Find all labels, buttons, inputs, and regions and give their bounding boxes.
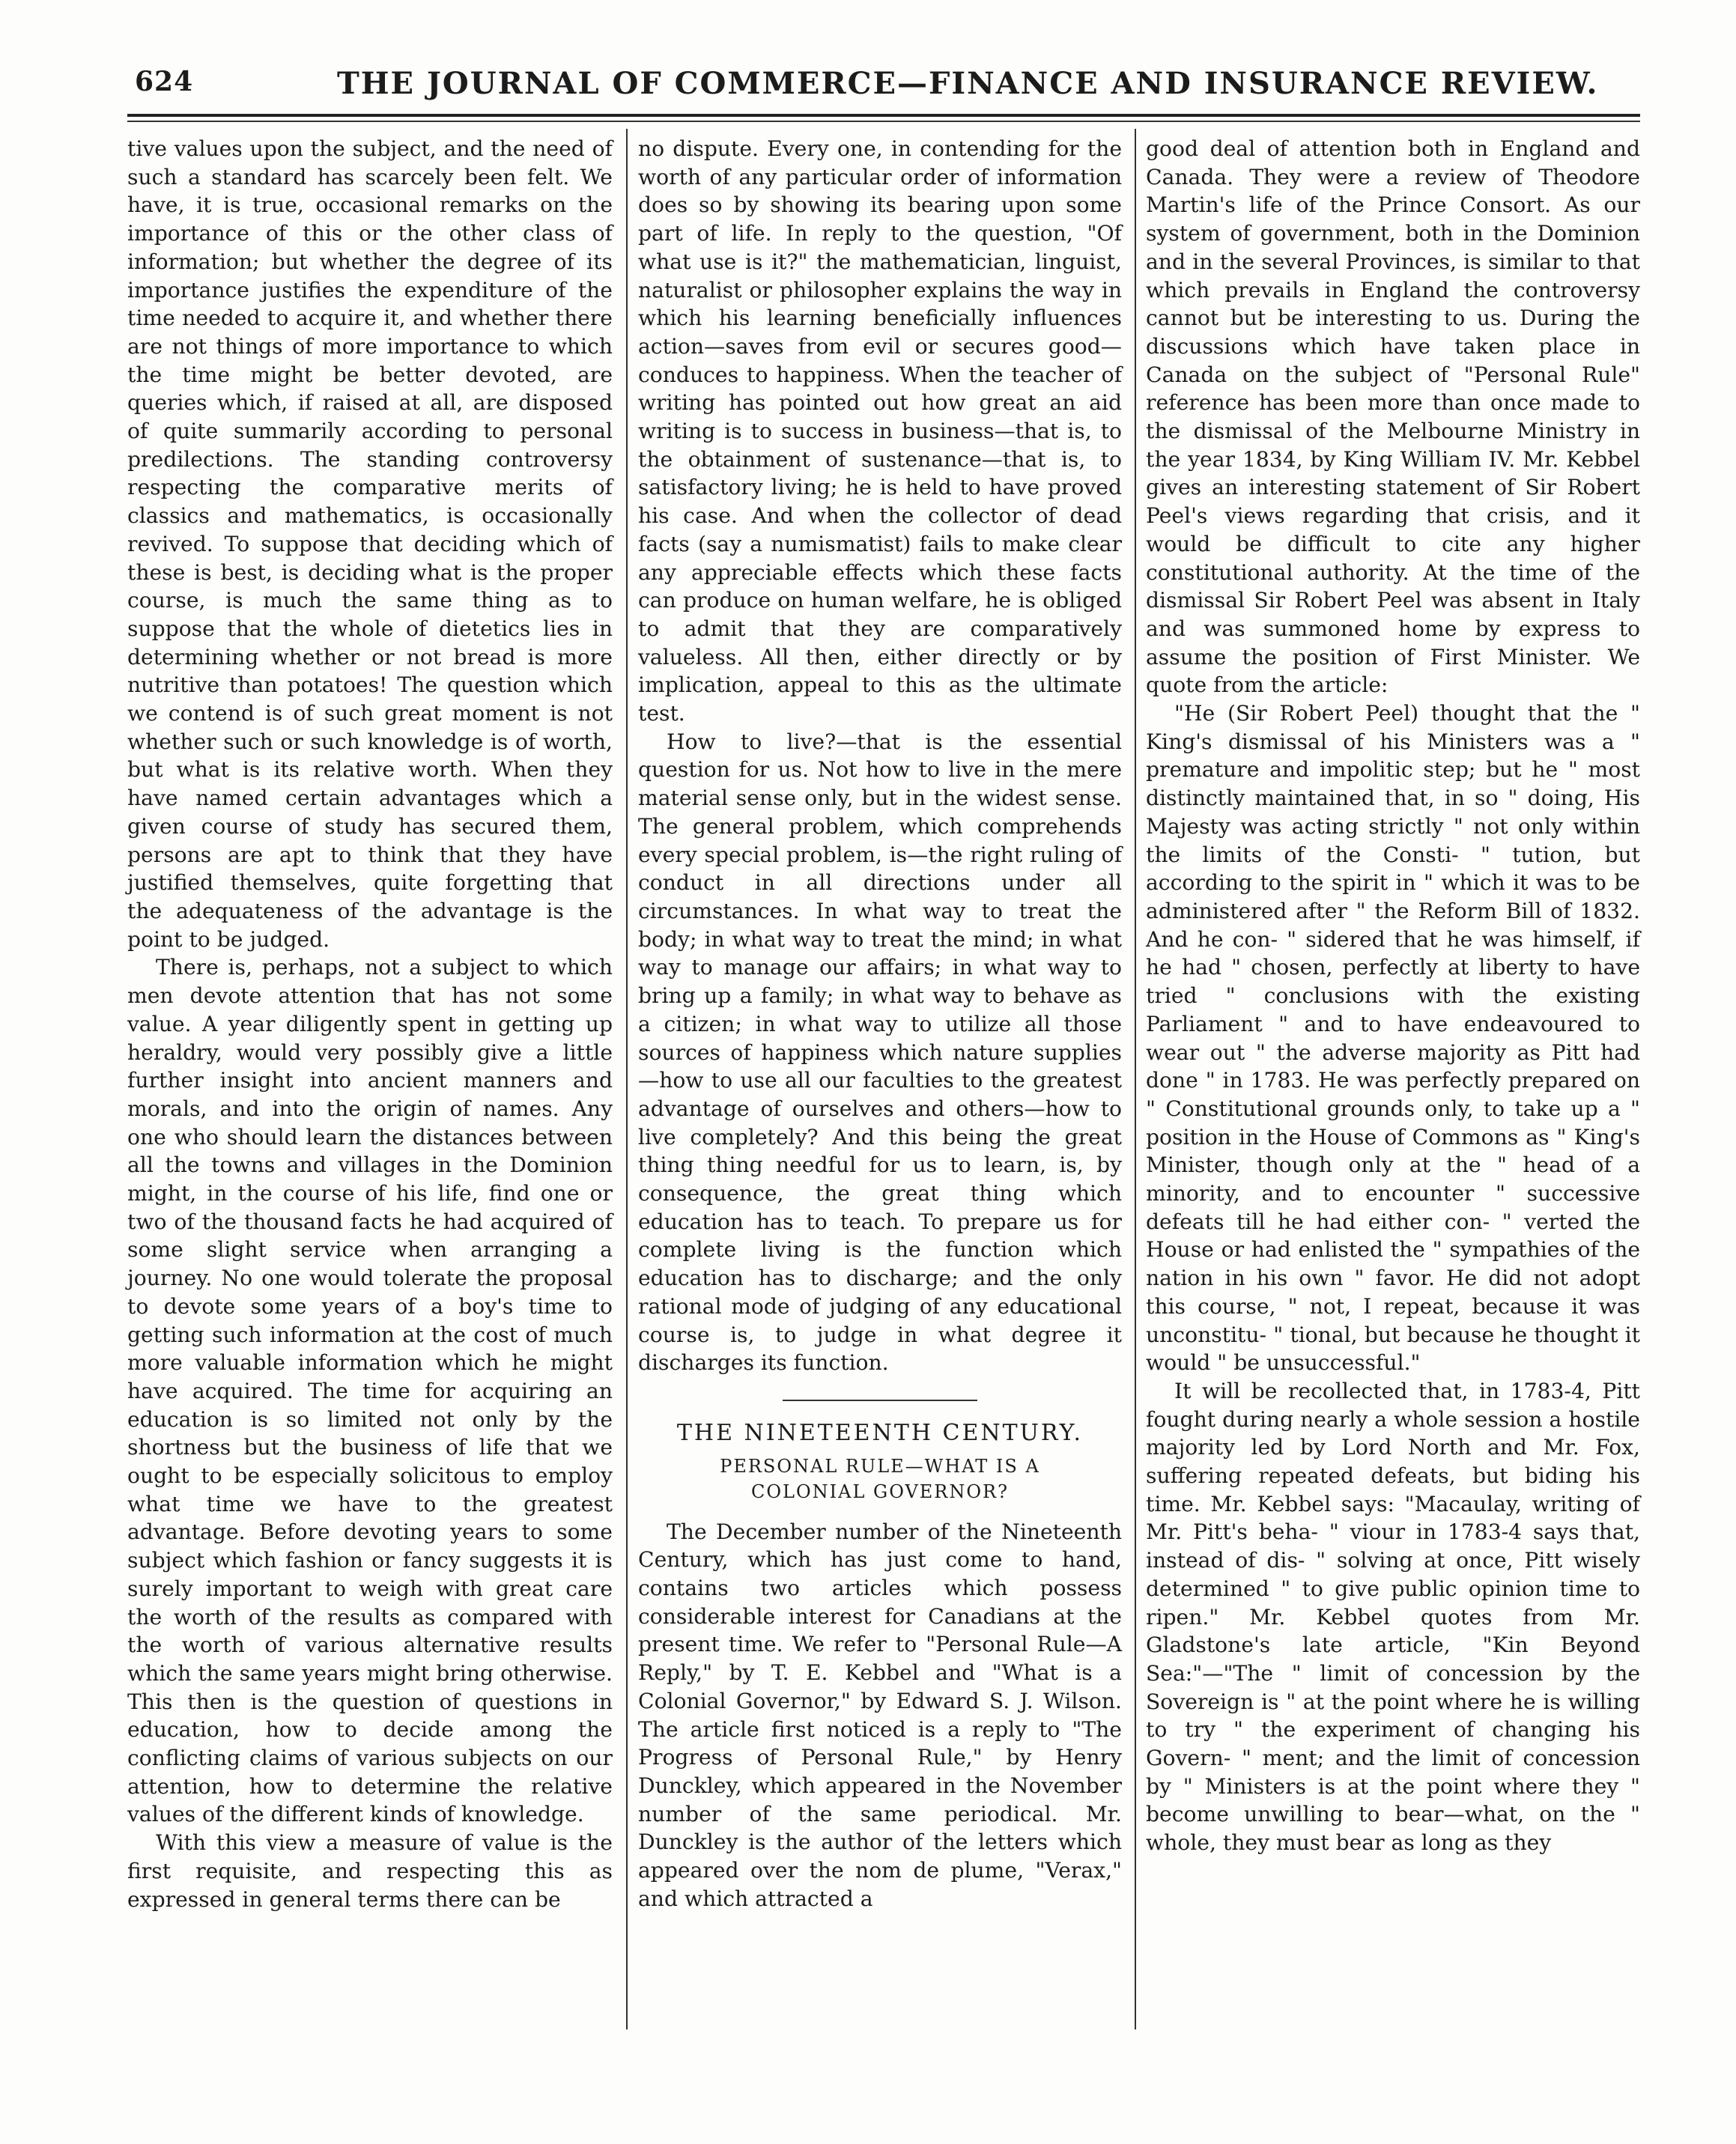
column-middle — [638, 135, 1122, 1913]
paragraph: good deal of attention both in England and Canada. They were a review of Theodore Martin's life of the Prince Consort. As our system of government, both in the Dominion and in the several Provinces, is similar to that which prevails in England the controversy cannot but be interesting to us. During the discussions which have taken place in Canada on the subject of "Personal Rule" reference has been more than once made to the dismissal of the Melbourne Ministry in the year 1834, by King William IV. Mr. Kebbel gives an interesting statement of Sir Robert Peel's views regarding that crisis, and it would be difficult to cite any higher constitutional authority. At the time of the dismissal Sir Robert Peel was absent in Italy and was summoned home by express to assume the position of First Minister. We quote from the article: — [1146, 136, 1640, 698]
section-subheading: PERSONAL RULE—WHAT IS A COLONIAL GOVERNOR? — [720, 1455, 1040, 1502]
page-number: 624 — [135, 66, 194, 97]
section-separator — [783, 1400, 977, 1401]
paragraph: With this view a measure of value is the first requisite, and respecting this as expressed in general terms there can be — [127, 1830, 613, 1912]
column-divider-left — [626, 129, 628, 2029]
column-divider-right — [1135, 129, 1136, 2029]
block-quote: "He (Sir Robert Peel) thought that the " King's dismissal of his Ministers was a " premature and impolitic step; but he " most distinctly maintained that, in so " doing, His Majesty was acting strictly " not only within the limits of the Consti- " tution, but according to the spirit in " which it was to be administered after " the Reform Bill of 1832. And he con- " sidered that he was himself, if he had " chosen, perfectly at liberty to have tried " conclusions with the existing Parliament " and to have endeavoured to wear out " the adverse majority as Pitt had done " in 1783. He was perfectly prepared on " Constitutional grounds only, to take up a " position in the House of Commons as " King's Minister, though only at the " head of a minority, and to encounter " successive defeats till he had either con- " verted the House or had enlisted the " sympathies of the nation in his own " favor. He did not adopt this course, " not, I repeat, because it was unconstitu- " tional, but because he thought it would " be unsuccessful." — [1146, 701, 1640, 1376]
header-rule-thin — [127, 121, 1640, 122]
column-right — [1146, 135, 1640, 1857]
paragraph: no dispute. Every one, in contending for the worth of any particular order of information does so by showing its bearing upon some part of life. In reply to the question, "Of what use is it?" the mathematician, linguist, naturalist or philosopher explains the way in which his learning beneficially influences action—saves from evil or secures good—conduces to happiness. When the teacher of writing has pointed out how great an aid writing is to success in business—that is, to the obtainment of sustenance—that is, to satisfactory living; he is held to have proved his case. And when the collector of dead facts (say a numismatist) fails to make clear any appreciable effects which these facts can produce on human welfare, he is obliged to admit that they are comparatively valueless. All then, either directly or by implication, appeal to this as the ultimate test. — [638, 136, 1122, 726]
paragraph: There is, perhaps, not a subject to which men devote attention that has not some value. A year diligently spent in getting up heraldry, would very possibly give a little further insight into ancient manners and morals, and into the origin of names. Any one who should learn the distances between all the towns and villages in the Dominion might, in the course of his life, find one or two of the thousand facts he had acquired of some slight service when arranging a journey. No one would tolerate the proposal to devote some years of a boy's time to getting such information at the cost of much more valuable information which he might have acquired. The time for acquiring an education is so limited not only by the shortness but the business of life that we ought to be especially solicitous to employ what time we have to the greatest advantage. Before devoting years to some subject which fashion or fancy suggests it is surely important to weigh with great care the worth of the results as compared with the worth of various alternative results which the same years might bring otherwise. This then is the question of questions in education, how to decide among the conflicting claims of various subjects on our attention, how to determine the relative values of the different kinds of knowledge. — [127, 955, 613, 1827]
paragraph: tive values upon the subject, and the need of such a standard has scarcely been felt. We have, it is true, occasional remarks on the importance of this or the other class of information; but whether the degree of its importance justifies the expenditure of the time needed to acquire it, and whether there are not things of more importance to which the time might be better devoted, are queries which, if raised at all, are disposed of quite summarily according to personal predilections. The standing controversy respecting the comparative merits of classics and mathematics, is occasionally revived. To suppose that deciding which of these is best, is deciding what is the proper course, is much the same thing as to suppose that the whole of dietetics lies in determining whether or not bread is more nutritive than potatoes! The question which we contend is of such great moment is not whether such or such knowledge is of worth, but what is its relative worth. When they have named certain advantages which a given course of study has secured them, persons are apt to think that they have justified themselves, quite forgetting that the adequateness of the advantage is the point to be judged. — [127, 136, 613, 952]
section-heading: THE NINETEENTH CENTURY. — [676, 1419, 1084, 1446]
header-rule-thick — [127, 114, 1640, 117]
column-left — [127, 135, 613, 1913]
page-header — [127, 66, 1640, 111]
journal-title: THE JOURNAL OF COMMERCE—FINANCE AND INSURANCE REVIEW. — [337, 66, 1599, 101]
paragraph: How to live?—that is the essential question for us. Not how to live in the mere material sense only, but in the widest sense. The general problem, which comprehends every special problem, is—the right ruling of conduct in all directions under all circumstances. In what way to treat the body; in what way to treat the mind; in what way to manage our affairs; in what way to bring up a family; in what way to behave as a citizen; in what way to utilize all those sources of happiness which nature supplies—how to use all our faculties to the greatest advantage of ourselves and others—how to live completely? And this being the great thing thing needful for us to learn, is, by consequence, the great thing which education has to teach. To prepare us for complete living is the function which education has to discharge; and the only rational mode of judging of any educational course is, to judge in what degree it discharges its function. — [638, 729, 1122, 1376]
paragraph: The December number of the Nineteenth Century, which has just come to hand, contains two articles which possess considerable interest for Canadians at the present time. We refer to "Personal Rule—A Reply," by T. E. Kebbel and "What is a Colonial Governor," by Edward S. J. Wilson. The article first noticed is a reply to "The Progress of Personal Rule," by Henry Dunckley, which appeared in the November number of the same periodical. Mr. Dunckley is the author of the letters which appeared over the nom de plume, "Verax," and which attracted a — [638, 1519, 1122, 1911]
paragraph: It will be recollected that, in 1783-4, Pitt fought during nearly a whole session a hostile majority led by Lord North and Mr. Fox, suffering repeated defeats, but biding his time. Mr. Kebbel says: "Macaulay, writing of Mr. Pitt's beha- " viour in 1783-4 says that, instead of dis- " solving at once, Pitt wisely determined " to give public opinion time to ripen." Mr. Kebbel quotes from Mr. Gladstone's late article, "Kin Beyond Sea:"—"The " limit of concession by the Sovereign is " at the point where he is willing to try " the experiment of changing his Govern- " ment; and the limit of concession by " Ministers is at the point where they " become unwilling to bear—what, on the " whole, they must bear as long as they — [1146, 1378, 1640, 1856]
